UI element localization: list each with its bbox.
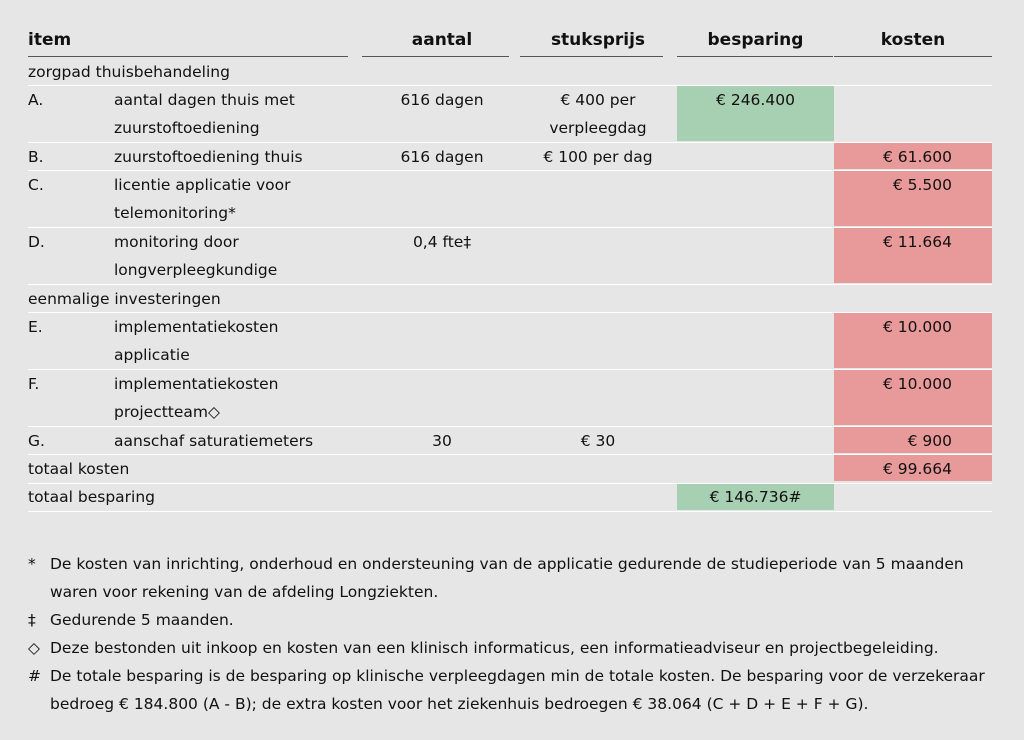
header-rule — [28, 56, 348, 57]
header-item-cell — [28, 30, 348, 58]
row-item-line: monitoring door — [114, 233, 239, 251]
header-rule — [520, 56, 663, 57]
row-aantal: 30 — [432, 432, 452, 450]
row-item-line: zuurstoftoediening — [114, 119, 260, 137]
header-rule — [834, 56, 992, 57]
totaal-besparing-label: totaal besparing — [28, 488, 155, 506]
row-letter: F. — [28, 375, 40, 393]
row-item-line: licentie applicatie voor — [114, 176, 291, 194]
row-prijs: € 100 per dag — [543, 148, 653, 166]
row-item-line: aantal dagen thuis met — [114, 91, 295, 109]
footnote-asterisk — [28, 550, 998, 606]
row-item-line: implementatiekosten — [114, 375, 279, 393]
footnote-line: Deze bestonden uit inkoop en kosten van een klinisch informaticus, een informatieadviseur en projectbegeleiding. — [50, 639, 939, 657]
header-rule — [677, 56, 833, 57]
row-letter: B. — [28, 148, 44, 166]
row-besparing: € 246.400 — [716, 91, 795, 109]
row-kosten: € 10.000 — [882, 318, 952, 336]
footnote-symbol: * — [28, 555, 36, 573]
header-stuksprijs-cell — [518, 30, 678, 58]
header-besparing-cell — [677, 30, 834, 58]
footnote-hash — [28, 662, 998, 718]
row-prijs: € 30 — [580, 432, 616, 450]
row-item-line: longverpleegkundige — [114, 261, 278, 279]
row-aantal: 616 dagen — [400, 148, 484, 166]
row-aantal: 0,4 fte‡ — [412, 233, 472, 251]
row-letter: A. — [28, 91, 44, 109]
footnote-line: Gedurende 5 maanden. — [50, 611, 234, 629]
row-item-line: implementatiekosten — [114, 318, 279, 336]
totaal-besparing-value: € 146.736# — [709, 488, 802, 506]
header-rule — [362, 56, 509, 57]
row-item-line: projectteam◇ — [114, 403, 220, 421]
header-item: item — [28, 30, 72, 50]
row-item-line: telemonitoring* — [114, 204, 236, 222]
row-item-line: zuurstoftoediening thuis — [114, 148, 303, 166]
header-stuksprijs: stuksprijs — [550, 30, 646, 50]
footnote-line: waren voor rekening van de afdeling Longziekten. — [50, 583, 439, 601]
header-aantal-cell — [362, 30, 522, 58]
row-separator — [28, 483, 992, 484]
header-besparing: besparing — [707, 30, 804, 50]
row-kosten: € 5.500 — [892, 176, 952, 194]
header-aantal: aantal — [411, 30, 473, 50]
row-kosten: € 10.000 — [882, 375, 952, 393]
row-letter: D. — [28, 233, 45, 251]
row-item-line: applicatie — [114, 346, 190, 364]
row-letter: C. — [28, 176, 44, 194]
row-prijs: verpleegdag — [549, 119, 647, 137]
footnote-symbol: # — [28, 667, 41, 685]
section-investeringen: eenmalige investeringen — [28, 290, 221, 308]
footnote-line: De kosten van inrichting, onderhoud en ondersteuning van de applicatie gedurende de studieperiode van 5 maanden — [50, 555, 964, 573]
footnote-double-dagger — [28, 606, 998, 634]
header-kosten-cell — [834, 30, 992, 58]
row-kosten: € 11.664 — [882, 233, 952, 251]
row-separator — [28, 511, 992, 512]
row-letter: E. — [28, 318, 43, 336]
row-item-line: aanschaf saturatiemeters — [114, 432, 314, 450]
row-prijs: € 400 per — [560, 91, 636, 109]
totaal-kosten-value: € 99.664 — [882, 460, 952, 478]
row-aantal: 616 dagen — [400, 91, 484, 109]
header-kosten: kosten — [880, 30, 946, 50]
totaal-kosten-label: totaal kosten — [28, 460, 130, 478]
footnote-symbol: ◇ — [28, 639, 40, 657]
footnote-symbol: ‡ — [28, 611, 36, 629]
row-kosten: € 900 — [907, 432, 952, 450]
section-zorgpad: zorgpad thuisbehandeling — [28, 63, 230, 81]
row-kosten: € 61.600 — [882, 148, 952, 166]
row-letter: G. — [28, 432, 45, 450]
footnotes — [28, 550, 998, 718]
footnote-line: bedroeg € 184.800 (A - B); de extra kosten voor het ziekenhuis bedroegen € 38.064 (C + D + E + F + G). — [50, 695, 869, 713]
footnote-diamond — [28, 634, 998, 662]
footnote-line: De totale besparing is de besparing op klinische verpleegdagen min de totale kosten. De besparing voor de verzekeraar — [50, 667, 985, 685]
